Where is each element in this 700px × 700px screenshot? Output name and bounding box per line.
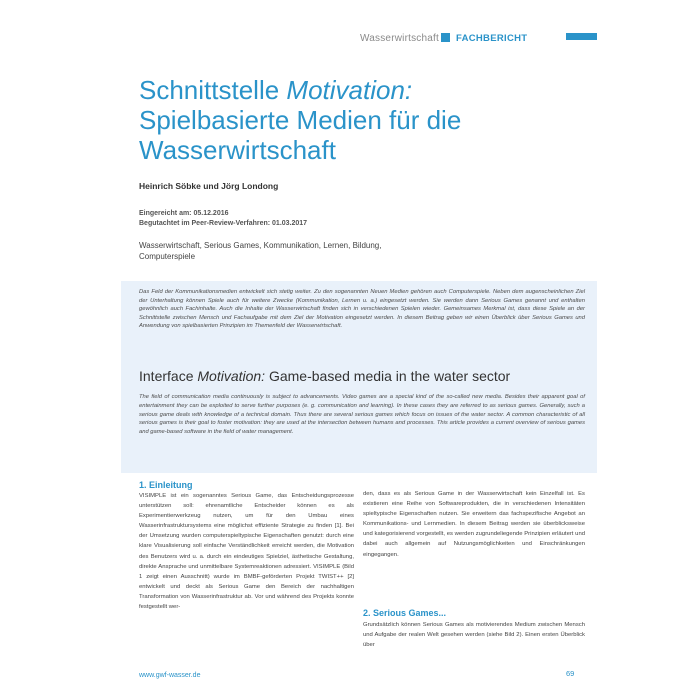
footer-url[interactable]: www.gwf-wasser.de — [139, 672, 201, 679]
abstract-english: The field of communication media continuously is subject to advancements. Video games are a special kind of the so-called new media. Besides their apparent goal of entertainment they can be exploited to serve further purposes (e. g. communication and learning). In these cases they are referred to as serious games. Generally, such a serious game deals with knowledge of a technical domain. Thus there are several serious games which focus on issues of the water sector. A common characteristic of all serious games is their goal to foster motivation: they are used at the intersection between humans and processes. This article provides a current overview of serious games and game-based software in the field of water management. — [139, 394, 585, 436]
section1-left-text: VISIMPLE ist ein sogenanntes Serious Game, das Entscheidungsprozesse unterstützen soll: ehrenamtliche Entscheider können es als Experimentierwerkzeug nutzen, um für den Umbau eines Wasserinfrastruktursystems eine möglichst effiziente Strategie zu finden [1]. Bei der Umsetzung wurden computerspieltypische Eigenschaften genutzt: durch eine klare Visualisierung soll einfache Verständlichkeit erreicht werden, die Motivation des Benutzers wird u. a. durch ein eindeutiges Spielziel, ästhetische Gestaltung, direkte Ansprache und unmittelbare Systemreaktionen adressiert. VISIMPLE (Bild 1 zeigt einen Ausschnitt) wurde im BMBF-geförderten Projekt TWIST++ [2] entwickelt und deckt als Serious Game den Bereich der nachhaltigen Transformation von Wasserinfrastruktur ab. Vor und während des Projekts konnte festgestellt wer- — [139, 493, 354, 611]
header-square-marker — [441, 33, 450, 42]
english-title — [139, 368, 510, 384]
received-date: Eingereicht am: 05.12.2016 — [139, 210, 229, 217]
article-title — [139, 75, 579, 165]
abstract-german: Das Feld der Kommunikationsmedien entwickelt sich stetig weiter. Zu den sogenannten Neuen Medien gehören auch Computerspiele. Neben dem augenscheinlichen Ziel der Unterhaltung können Spiele auch für weitere Zwecke (Kommunikation, Lernen u. a.) eingesetzt werden. Sie werden dann Serious Games genannt und enthalten gewöhnlich auch Fachinhalte. Auch die Inhalte der Wasserwirtschaft finden sich in verschiedenen Spielen wieder. Gemeinsames Merkmal ist, dass diese Spiele an der Schnittstelle zwischen Mensch und Fachaufgabe mit dem Ziel der Motivation eingesetzt werden. In diesem Beitrag geben wir einen Überblick über Serious Games und Anwendung von spielbasierten Prinzipien im Themenfeld der Wasserwirtschaft. — [139, 289, 585, 330]
section1-heading: 1. Einleitung — [139, 480, 193, 490]
article-keywords: Wasserwirtschaft, Serious Games, Kommunikation, Lernen, Bildung, Computerspiele — [139, 241, 382, 261]
page-number: 69 — [566, 669, 575, 678]
running-head-section: Wasserwirtschaft — [360, 33, 439, 44]
english-title-part1: Interface — [139, 368, 198, 384]
title-part2: Spielbasierte Medien für die Wasserwirtschaft — [139, 105, 462, 165]
english-title-italic: Motivation: — [197, 368, 266, 384]
section1-right-text: den, dass es als Serious Game in der Wasserwirtschaft kein Einzelfall ist. Es existieren eine Reihe von Softwareprodukten, die in verschiedenen Intensitäten spieltypische Eigenschaften nutzen. Sie erweitern das fachspezifische Angebot an Kommunikations- und Lernmedien. In diesem Beitrag werden sie überblicksweise und kategorisierend vorgestellt, es werden zugrundeliegende Prinzipien erläutert und dabei auch allgemein auf Nutzungsmöglichkeiten und Einschränkungen eingegangen. — [363, 491, 585, 558]
running-head-category: FACHBERICHT — [456, 33, 528, 44]
article-dates — [139, 209, 307, 229]
section2-heading: 2. Serious Games... — [363, 608, 447, 618]
section2-text: Grundsätzlich können Serious Games als motivierendes Medium zwischen Mensch und Aufgabe der realen Welt gesehen werden (siehe Bild 2). Einen ersten Überblick über — [363, 622, 585, 649]
english-title-part2: Game-based media in the water sector — [265, 368, 511, 384]
article-authors: Heinrich Söbke und Jörg Londong — [139, 181, 279, 191]
reviewed-date: Begutachtet im Peer-Review-Verfahren: 01.03.2017 — [139, 220, 308, 227]
header-accent-bar — [566, 33, 597, 40]
title-italic: Motivation: — [286, 75, 413, 105]
title-part1: Schnittstelle — [139, 75, 287, 105]
